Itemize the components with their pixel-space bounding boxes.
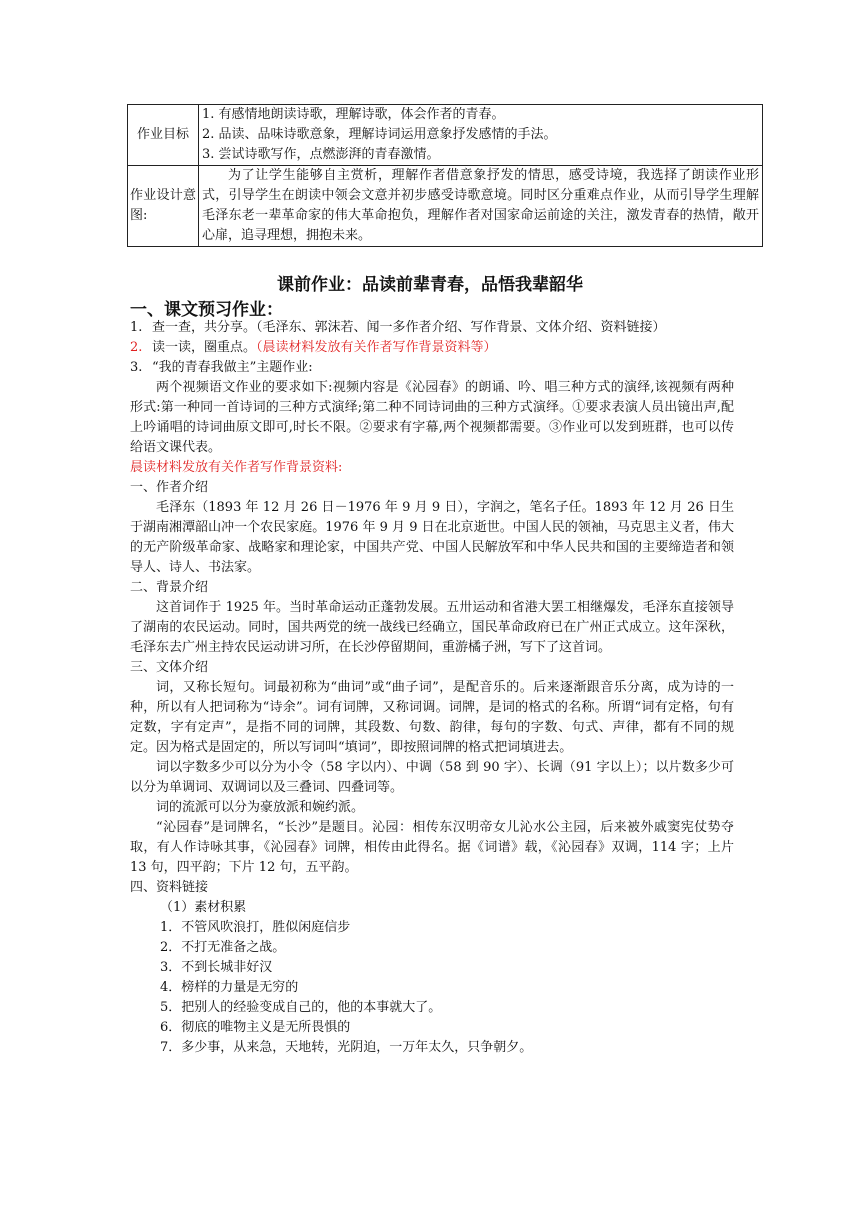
links-heading: 四、资料链接: [130, 880, 209, 895]
quote-text: 榜样的力量是无穷的: [181, 980, 299, 995]
intent-row: [128, 166, 763, 247]
task-number: 2.: [130, 340, 143, 355]
quote-text: 不到长城非好汉: [181, 960, 273, 975]
task-number: 1.: [130, 320, 143, 335]
task-text: “我的青春我做主”主题作业:: [152, 360, 313, 375]
goal-item: 1. 有感情地朗读诗歌，理解诗歌，体会作者的青春。: [202, 107, 505, 122]
background-text: 这首词作于 1925 年。当时革命运动正蓬勃发展。五卅运动和省港大罢工相继爆发，毛泽东直接领导了湖南的农民运动。同时，国共两党的统一战线已经确立，国民革命政府已在广州正式成立。这年深秋，毛泽东去广州主持农民运动讲习所，在长沙停留期间，重游橘子洲，写下了这首词。: [130, 600, 734, 655]
genre-heading: 三、文体介绍: [130, 660, 209, 675]
materials-heading: 晨读材料发放有关作者写作背景资料:: [130, 460, 343, 475]
quote-item: [130, 1038, 734, 1058]
background-heading: 二、背景介绍: [130, 580, 209, 595]
quote-item: [130, 938, 734, 958]
task-note: （晨读材料发放有关作者写作背景资料等）: [256, 340, 497, 355]
quote-item: [130, 918, 734, 938]
quote-text: 把别人的经验变成自己的，他的本事就大了。: [181, 1000, 442, 1015]
goal-item: 3. 尝试诗歌写作，点燃澎湃的青春激情。: [202, 147, 440, 162]
goal-cell: [199, 105, 763, 166]
goal-item: 2. 品读、品味诗歌意象，理解诗词运用意象抒发感情的手法。: [202, 127, 557, 142]
genre-paragraph: 词以字数多少可以分为小令（58 字以内）、中调（58 到 90 字）、长调（91 字以上）；以片数多少可以分为单调词、双调词以及三叠词、四叠词等。: [130, 760, 734, 795]
quote-number: 4．: [160, 980, 182, 995]
quote-number: 3．: [160, 960, 182, 975]
page-title: 课前作业：品读前辈青春，品悟我辈韶华: [277, 275, 583, 295]
section-heading-preview: 一、课文预习作业：: [130, 300, 283, 320]
genre-paragraph: 词的流派可以分为豪放派和婉约派。: [156, 800, 365, 815]
quote-text: 多少事，从来急，天地转，光阴迫，一万年太久，只争朝夕。: [181, 1040, 533, 1055]
homework-table: [127, 104, 763, 247]
quote-text: 不管风吹浪打，胜似闲庭信步: [181, 920, 351, 935]
intent-label: 作业设计意图:: [128, 166, 199, 247]
task-item: [130, 318, 734, 338]
links-subheading: （1）素材积累: [160, 900, 247, 915]
author-text: 毛泽东（1893 年 12 月 26 日－1976 年 9 月 9 日），字润之，笔名子任。1893 年 12 月 26 日生于湖南湘潭韶山冲一个农民家庭。1976 年 9 月 9 日在北京逝世。中国人民的领袖，马克思主义者，伟大的无产阶级革命家、战略家和理论家，中国共产党、中国人民解放军和中华人民共和国的主要缔造者和领导人、诗人、书法家。: [130, 500, 734, 575]
quote-number: 2．: [160, 940, 182, 955]
quote-item: [130, 998, 734, 1018]
quote-number: 5．: [160, 1000, 182, 1015]
task-item: [130, 358, 734, 378]
task-item: [130, 338, 734, 358]
intent-text: 为了让学生能够自主赏析，理解作者借意象抒发的情思，感受诗境，我选择了朗读作业形式，引导学生在朗读中领会文意并初步感受诗歌意境。同时区分重难点作业，从而引导学生理解毛泽东老一辈革命家的伟大革命抱负，理解作者对国家命运前途的关注，激发青春的热情，敞开心扉，追寻理想，拥抱未来。: [199, 166, 763, 247]
quote-item: [130, 958, 734, 978]
document-body: [130, 318, 734, 1058]
quote-number: 6．: [160, 1020, 182, 1035]
goal-row: [128, 105, 763, 166]
task-text: 查一查，共分享。（毛泽东、郭沫若、闻一多作者介绍、写作背景、文体介绍、资料链接）: [152, 320, 666, 335]
quote-text: 彻底的唯物主义是无所畏惧的: [181, 1020, 351, 1035]
task-number: 3.: [130, 360, 143, 375]
quote-number: 1．: [160, 920, 182, 935]
task3-detail: 两个视频语文作业的要求如下:视频内容是《沁园春》的朗诵、吟、唱三种方式的演绎,该视频有两种形式:第一种同一首诗词的三种方式演绎;第二种不同诗词曲的三种方式演绎。①要求表演人员出镜出声,配上吟诵唱的诗词曲原文即可,时长不限。②要求有字幕,两个视频都需要。③作业可以发到班群，也可以传给语文课代表。: [130, 380, 734, 455]
genre-paragraph: 词，又称长短句。词最初称为“曲词”或“曲子词”，是配音乐的。后来逐渐跟音乐分离，成为诗的一种，所以有人把词称为“诗余”。词有词牌，又称词调。词牌，是词的格式的名称。所谓“词有定格，句有定数，字有定声”，是指不同的词牌，其段数、句数、韵律，每句的字数、句式、声律，都有不同的规定。因为格式是固定的，所以写词叫“填词”，即按照词牌的格式把词填进去。: [130, 680, 734, 755]
author-heading: 一、作者介绍: [130, 480, 209, 495]
task-text: 读一读，圈重点。: [152, 340, 257, 355]
goal-label: 作业目标: [128, 105, 199, 166]
quote-item: [130, 1018, 734, 1038]
quote-text: 不打无准备之战。: [181, 940, 286, 955]
genre-paragraph: “沁园春”是词牌名，“长沙”是题目。沁园：相传东汉明帝女儿沁水公主园，后来被外戚窦宪仗势夺取，有人作诗咏其事，《沁园春》词牌，相传由此得名。据《词谱》载，《沁园春》双调，114 字；上片 13 句，四平韵；下片 12 句，五平韵。: [130, 820, 734, 875]
quote-item: [130, 978, 734, 998]
quote-number: 7．: [160, 1040, 182, 1055]
